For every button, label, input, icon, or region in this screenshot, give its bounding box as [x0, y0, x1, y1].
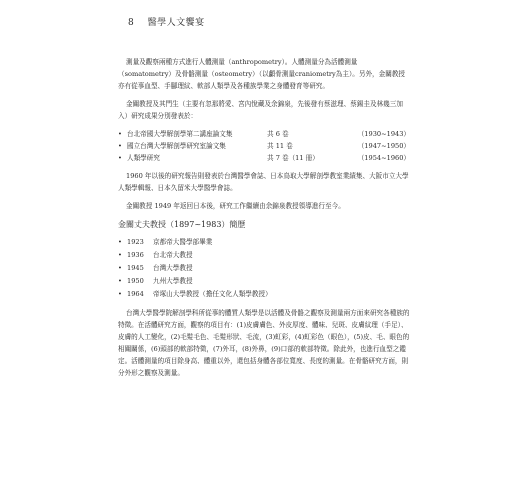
list-item: [118, 152, 410, 164]
book-title: 醫學人文饗宴: [147, 18, 205, 28]
work-years: （1930~1943）: [357, 130, 410, 138]
work-volumes: 共 11 卷: [267, 142, 293, 150]
page-body: [118, 56, 410, 385]
work-volumes: 共 7 卷（11 冊）: [267, 154, 319, 162]
career-year: 1923: [127, 238, 144, 246]
career-text: 九州大學教授: [153, 277, 193, 285]
paragraph: 台灣大學醫學院解剖學科所從事的體質人類學是以活體及骨骼之觀察及測量兩方面來研究各種族的特徵。在活體研究方面，觀察的項目有：(1)皮膚膚色、外皮厚度、體味、兒斑、皮膚紋理（手足）、皮膚的人工變化，(2)毛髮毛色、毛髮形狀、毛流，(3)虹彩，(4)虹彩色（眼色），(5)皮、毛、眼色的相關關係，(6)頭部的軟部特徵，(7)外耳，(8)外鼻，(9)口部的軟部特徵。除此外，也進行血型之鑑定。活體測量的項目除身高、體重以外，還包括身體各部位寬度、長度的測量。在骨骼研究方面，則分外形之觀察及測量。: [118, 309, 410, 377]
page-number: 8: [128, 18, 135, 28]
career-text: 帝塚山大學教授（擔任文化人類學教授）: [153, 290, 272, 298]
list-item: [118, 249, 410, 262]
publication-list: [118, 128, 410, 164]
bullet-icon: •: [118, 130, 122, 138]
work-volumes: 共 6 卷: [267, 130, 289, 138]
work-title: 人類學研究: [127, 154, 160, 162]
bullet-icon: •: [118, 154, 122, 162]
running-header: [128, 15, 205, 28]
list-item: [118, 288, 410, 301]
bullet-icon: •: [118, 277, 122, 285]
work-years: （1947~1950）: [357, 142, 410, 150]
bullet-icon: •: [118, 251, 122, 259]
bullet-icon: •: [118, 264, 122, 272]
paragraph: 金關教授 1949 年返回日本後，研究工作繼續由余錦泉教授領導進行至今。: [126, 202, 345, 210]
career-list: [118, 236, 410, 301]
work-title: 台北帝國大學解剖學第二講座論文集: [127, 130, 233, 138]
career-text: 京都帝大醫學部畢業: [153, 238, 213, 246]
career-year: 1964: [127, 290, 144, 298]
bullet-icon: •: [118, 238, 122, 246]
work-years: （1954~1960）: [357, 154, 410, 162]
career-year: 1945: [127, 264, 144, 272]
career-year: 1936: [127, 251, 144, 259]
paragraph: 金關教授及其門生（主要有忽那將愛、宮內悅藏及余錦泉，先後發有蔡滋理、蔡錫圭及林幾三加入）研究成果分別發表於：: [118, 100, 403, 120]
bullet-icon: •: [118, 290, 122, 298]
career-text: 台北帝大教授: [153, 251, 193, 259]
list-item: [118, 128, 410, 140]
work-title: 國立台灣大學解剖學研究室論文集: [127, 142, 226, 150]
list-item: [118, 236, 410, 249]
list-item: [118, 140, 410, 152]
career-text: 台灣大學教授: [153, 264, 193, 272]
section-heading: 金關丈夫教授（1897~1983）簡歷: [118, 220, 246, 229]
paragraph: 測量及觀察兩種方式進行人體測量（anthropometry）。人體測量分為活體測量（somatometry）及骨骼測量（osteometry）（以顱骨測量craniometry為主）。另外，金關教授亦有從事血型、手腳理紋、軟部人類學及各種族學業之身體發育等研究。: [118, 58, 406, 90]
list-item: [118, 275, 410, 288]
bullet-icon: •: [118, 142, 122, 150]
career-year: 1950: [127, 277, 144, 285]
list-item: [118, 262, 410, 275]
paragraph: 1960 年以後的研究報告則發表於台灣醫學會誌、日本鳥取大學解剖學教室業績集、大阪市立大學人類學輯報、日本久留米大學醫學會誌。: [118, 172, 409, 192]
